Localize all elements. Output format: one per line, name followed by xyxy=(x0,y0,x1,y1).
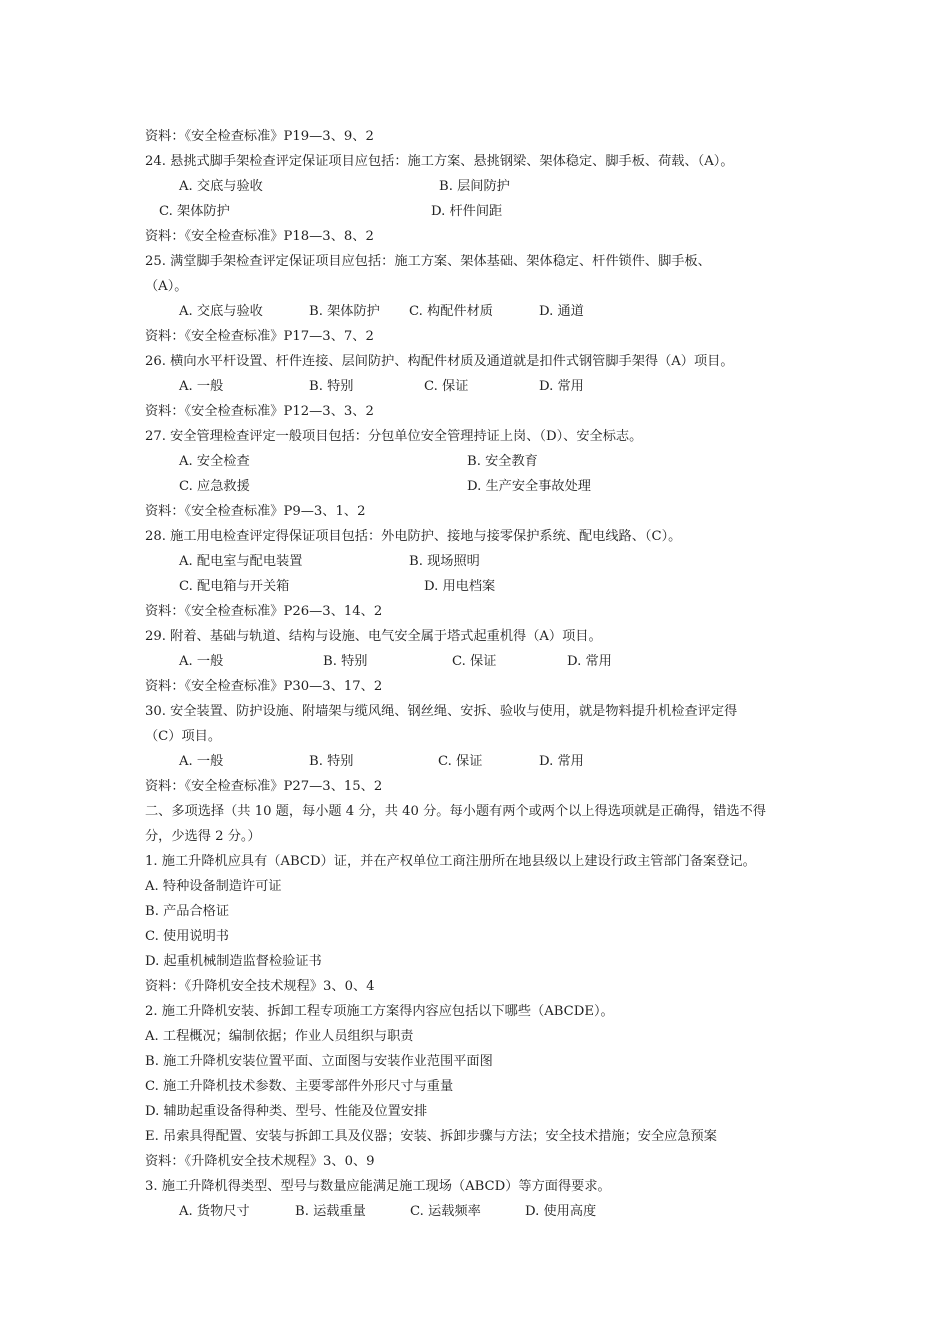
option-line: B. 特别 xyxy=(309,379,354,394)
option-line: A. 工程概况；编制依据；作业人员组织与职责 xyxy=(145,1029,414,1044)
option-line: D. 常用 xyxy=(539,754,584,769)
option-line: D. 用电档案 xyxy=(424,579,496,594)
question-m1: 1. 施工升降机应具有（ABCD）证，并在产权单位工商注册所在地县级以上建设行政主管部门备案登记。 xyxy=(145,854,756,869)
question-29: 29. 附着、基础与轨道、结构与设施、电气安全属于塔式起重机得（A）项目。 xyxy=(145,629,602,644)
question-m3: 3. 施工升降机得类型、型号与数量应能满足施工现场（ABCD）等方面得要求。 xyxy=(145,1179,611,1194)
option-line: D. 起重机械制造监督检验证书 xyxy=(145,954,322,969)
reference-line: 资料：《安全检查标准》P18—3、8、2 xyxy=(145,229,374,244)
question-27: 27. 安全管理检查评定一般项目包括：分包单位安全管理持证上岗、（D）、安全标志。 xyxy=(145,429,643,444)
reference-line: 资料：《安全检查标准》P19—3、9、2 xyxy=(145,129,374,144)
option-line: C. 保证 xyxy=(424,379,469,394)
question-26: 26. 横向水平杆设置、杆件连接、层间防护、构配件材质及通道就是扣件式钢管脚手架得（A）项目。 xyxy=(145,354,734,369)
reference-line: 资料：《安全检查标准》P12—3、3、2 xyxy=(145,404,374,419)
option-line: A. 配电室与配电装置 xyxy=(179,554,303,569)
option-line: D. 通道 xyxy=(539,304,584,319)
question-24: 24. 悬挑式脚手架检查评定保证项目应包括：施工方案、悬挑钢梁、架体稳定、脚手板、荷载、（A）。 xyxy=(145,154,734,169)
reference-line: 资料：《安全检查标准》P17—3、7、2 xyxy=(145,329,374,344)
question-m2: 2. 施工升降机安装、拆卸工程专项施工方案得内容应包括以下哪些（ABCDE）。 xyxy=(145,1004,614,1019)
question-30: 30. 安全装置、防护设施、附墙架与缆风绳、钢丝绳、安拆、验收与使用，就是物料提升机检查评定得 xyxy=(145,704,738,719)
option-line: D. 常用 xyxy=(567,654,612,669)
option-line: C. 运载频率 xyxy=(410,1204,481,1219)
option-line: D. 杆件间距 xyxy=(431,204,503,219)
option-line: A. 特种设备制造许可证 xyxy=(145,879,282,894)
option-line: C. 配电箱与开关箱 xyxy=(179,579,290,594)
reference-line: 资料：《安全检查标准》P27—3、15、2 xyxy=(145,779,383,794)
option-line: A. 安全检查 xyxy=(179,454,250,469)
reference-line: 资料：《安全检查标准》P26—3、14、2 xyxy=(145,604,383,619)
option-line: B. 施工升降机安装位置平面、立面图与安装作业范围平面图 xyxy=(145,1054,493,1069)
section-heading: 二、多项选择（共 10 题，每小题 4 分，共 40 分。每小题有两个或两个以上得选项就是正确得，错选不得 xyxy=(145,804,766,819)
option-line: A. 一般 xyxy=(179,754,224,769)
option-line: C. 架体防护 xyxy=(159,204,230,219)
option-line: B. 特别 xyxy=(323,654,368,669)
option-line: A. 货物尺寸 xyxy=(179,1204,250,1219)
option-line: B. 特别 xyxy=(309,754,354,769)
question-30-continued: （C）项目。 xyxy=(145,729,222,744)
option-line: B. 层间防护 xyxy=(439,179,510,194)
option-line: C. 保证 xyxy=(452,654,497,669)
option-line: D. 辅助起重设备得种类、型号、性能及位置安排 xyxy=(145,1104,428,1119)
option-line: D. 使用高度 xyxy=(525,1204,597,1219)
reference-line: 资料：《安全检查标准》P9—3、1、2 xyxy=(145,504,366,519)
reference-line: 资料：《升降机安全技术规程》3、0、9 xyxy=(145,1154,375,1169)
section-heading-continued: 分，少选得 2 分。） xyxy=(145,829,261,844)
option-line: C. 保证 xyxy=(438,754,483,769)
option-line: B. 产品合格证 xyxy=(145,904,230,919)
reference-line: 资料：《升降机安全技术规程》3、0、4 xyxy=(145,979,375,994)
option-line: B. 运载重量 xyxy=(295,1204,366,1219)
option-line: A. 交底与验收 xyxy=(179,179,263,194)
option-line: C. 构配件材质 xyxy=(409,304,493,319)
question-25-continued: （A）。 xyxy=(145,279,188,294)
option-line: C. 使用说明书 xyxy=(145,929,229,944)
option-line: A. 一般 xyxy=(179,379,224,394)
option-line: C. 应急救援 xyxy=(179,479,250,494)
option-line: A. 一般 xyxy=(179,654,224,669)
reference-line: 资料：《安全检查标准》P30—3、17、2 xyxy=(145,679,383,694)
option-line: B. 架体防护 xyxy=(309,304,380,319)
option-line: D. 常用 xyxy=(539,379,584,394)
option-line: B. 安全教育 xyxy=(467,454,538,469)
option-line: A. 交底与验收 xyxy=(179,304,263,319)
question-25: 25. 满堂脚手架检查评定保证项目应包括：施工方案、架体基础、架体稳定、杆件锁件、脚手板、 xyxy=(145,254,711,269)
question-28: 28. 施工用电检查评定得保证项目包括：外电防护、接地与接零保护系统、配电线路、（C）。 xyxy=(145,529,682,544)
option-line: D. 生产安全事故处理 xyxy=(467,479,591,494)
option-line: C. 施工升降机技术参数、主要零部件外形尺寸与重量 xyxy=(145,1079,454,1094)
option-line: B. 现场照明 xyxy=(409,554,480,569)
option-line: E. 吊索具得配置、安装与拆卸工具及仪器；安装、拆卸步骤与方法；安全技术措施；安全应急预案 xyxy=(145,1129,717,1144)
